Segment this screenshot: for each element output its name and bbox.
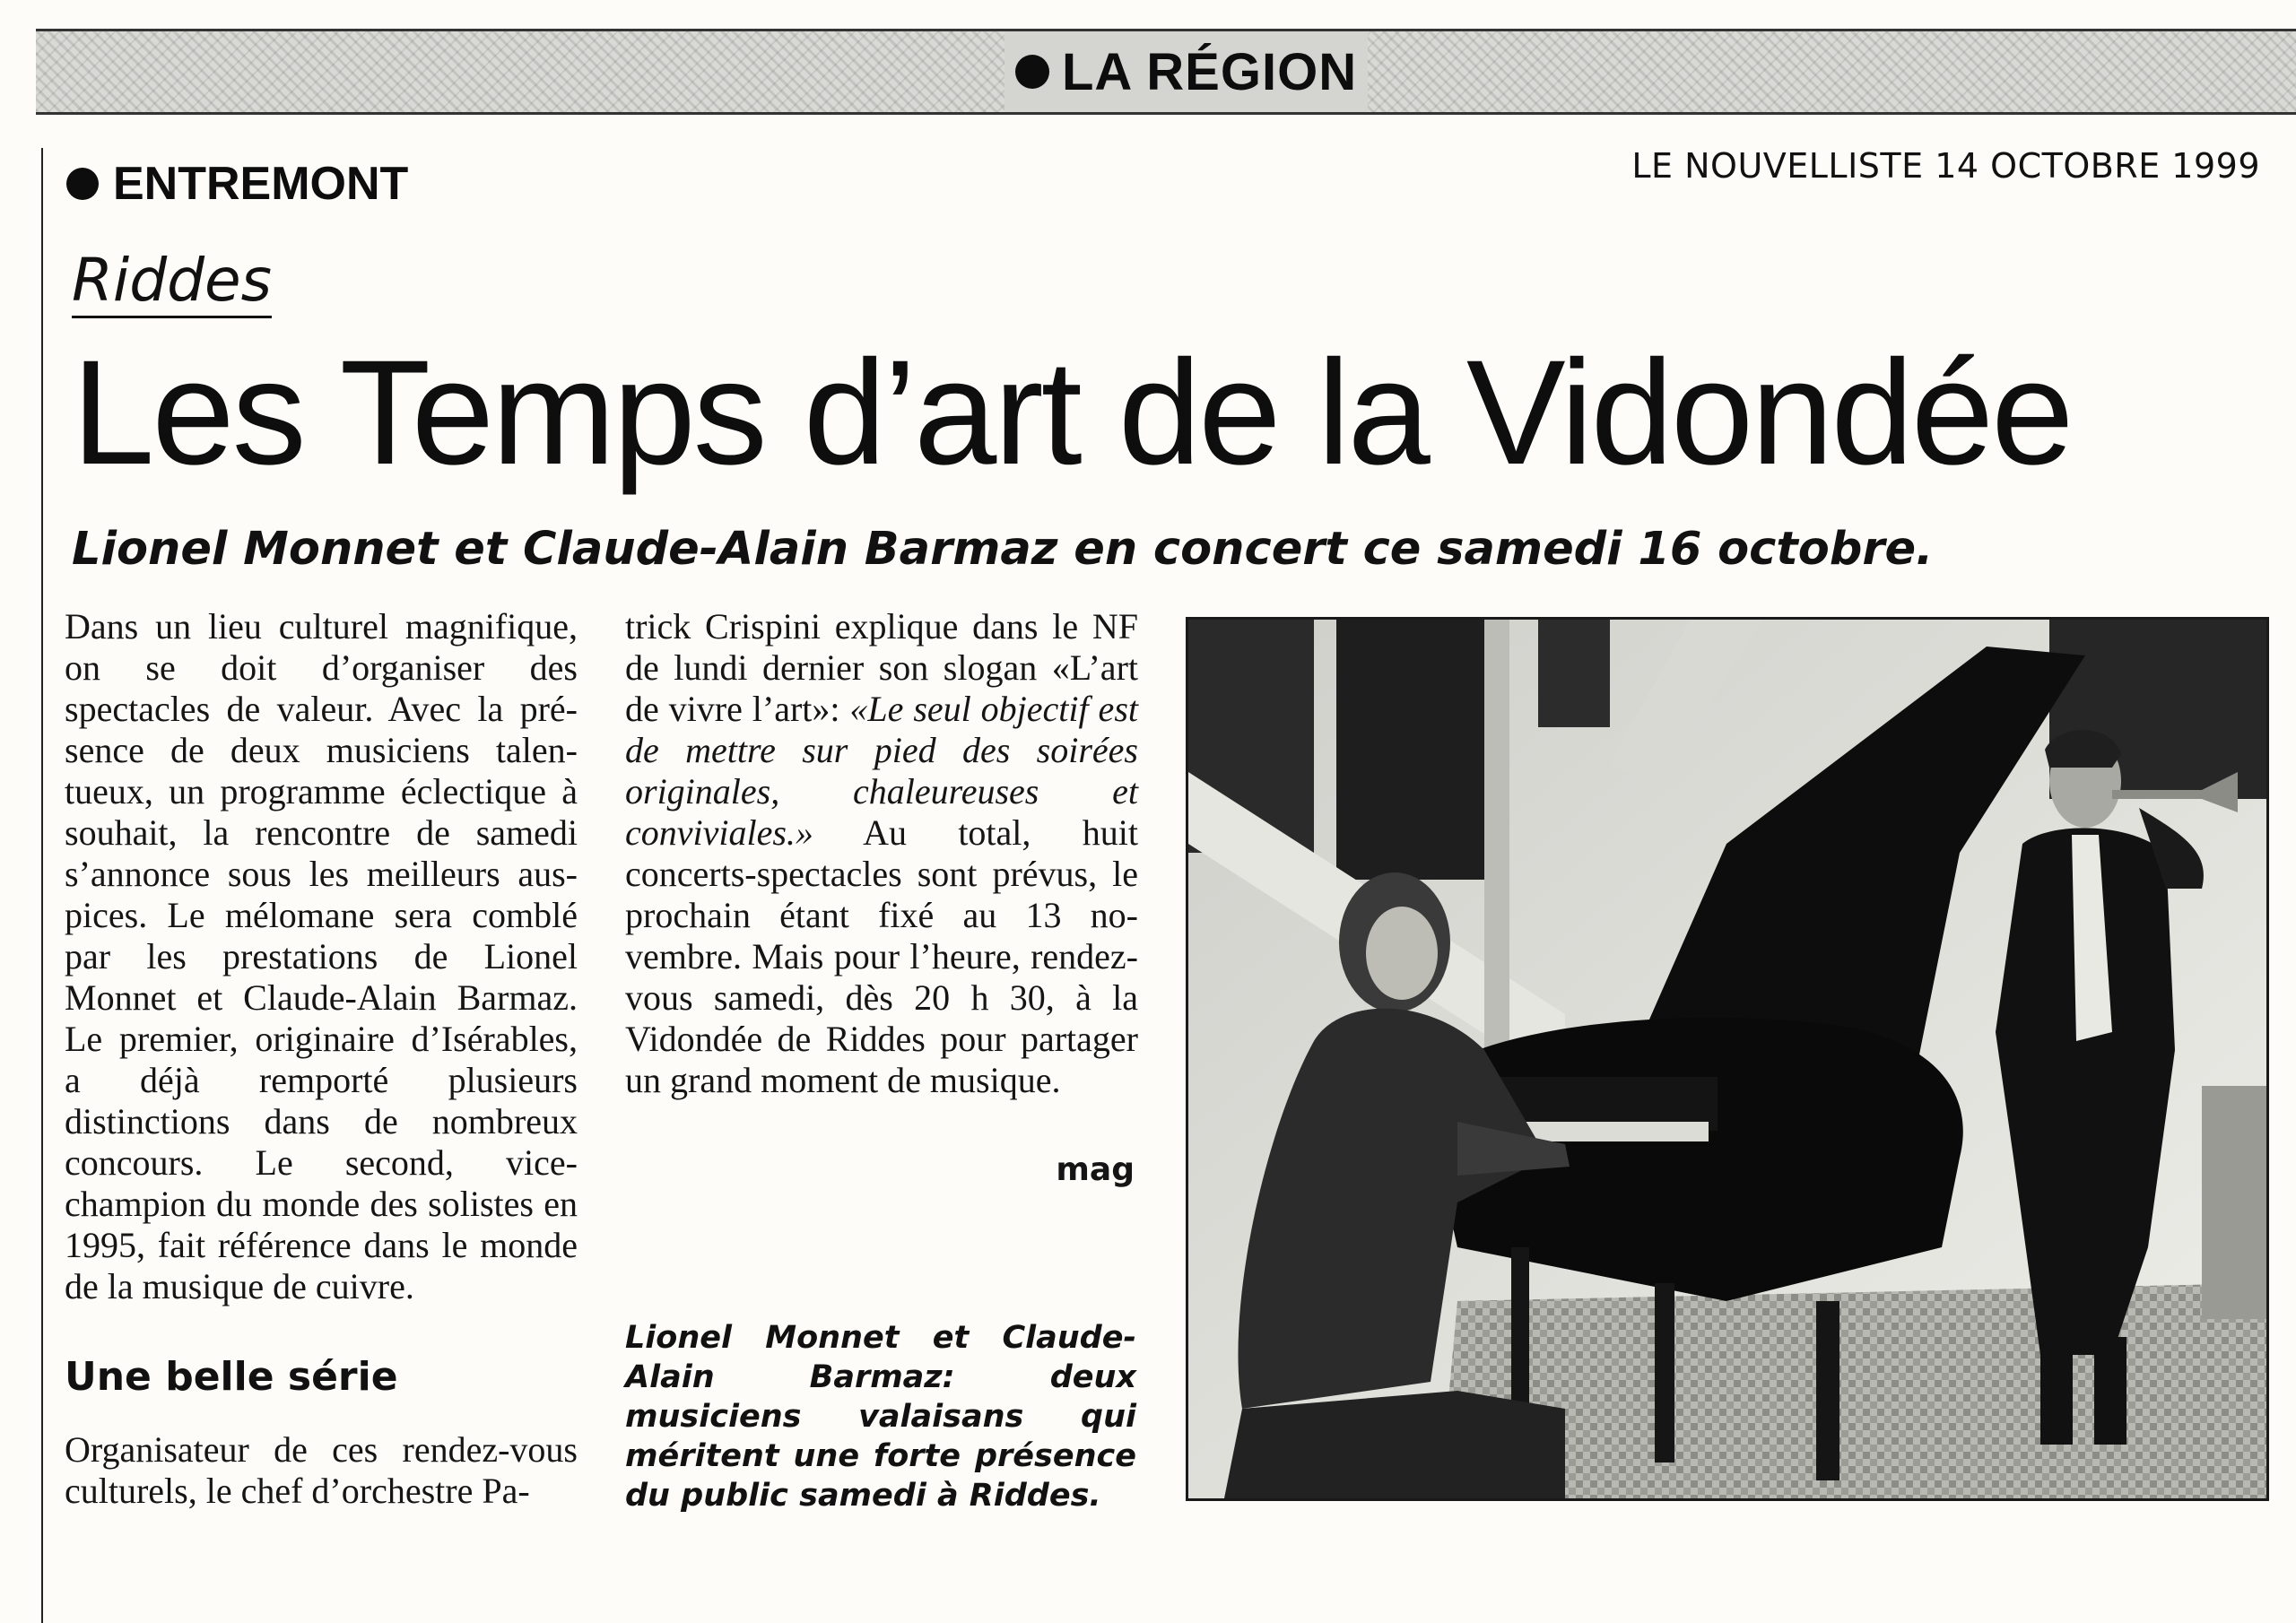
article-column-1	[65, 606, 578, 1307]
bullet-icon	[1015, 55, 1049, 89]
section-band	[36, 29, 2296, 115]
kicker: Riddes	[72, 251, 272, 318]
article-column-1-continued	[65, 1429, 578, 1512]
paragraph	[625, 606, 1138, 1101]
subheading: Une belle série	[65, 1354, 398, 1400]
paragraph: Dans un lieu culturel magnifique, on se doit d’organiser des spectacles de valeur. Avec la présence de deux musiciens talentueux, un programme éclectique à souhait, la rencontre de samedi s’annonce sous les meilleurs auspices. Le mélomane sera comblé par les prestations de Lionel Monnet et Claude-Alain Barmaz. Le premier, originaire d’Isérables, a déjà remporté plusieurs distinctions dans de nombreux concours. Le second, vice-champion du monde des solistes en 1995, fait référence dans le monde de la musique de cuivre.	[65, 606, 578, 1306]
bullet-icon	[66, 168, 99, 200]
column-rule	[41, 148, 43, 1623]
dateline: LE NOUVELLISTE 14 OCTOBRE 1999	[1631, 146, 2260, 186]
paragraph-rest: Au total, huit concerts-spectacles sont prévus, le prochain étant fixé au 13 novembre. Mais pour l’heure, rendez-vous samedi, dès 20 h 30, à la Vidondée de Riddes pour partager un grand moment de musique.	[625, 812, 1138, 1100]
deck: Lionel Monnet et Claude-Alain Barmaz en concert ce samedi 16 octobre.	[72, 523, 1934, 576]
byline: mag	[1056, 1151, 1135, 1188]
band-label-text: LA RÉGION	[1062, 42, 1358, 101]
paragraph: Organisateur de ces rendez-vous culturels, le chef d’orchestre Pa-	[65, 1429, 578, 1511]
quote: «Le seul objectif est de mettre sur pied des soirées originales, chaleureuses et conviviales.»	[625, 689, 1138, 853]
band-label	[1004, 31, 1368, 112]
paragraph-intro: trick Crispini explique dans le NF de lundi dernier son slogan «L’art de vivre l’art»:	[625, 606, 1138, 729]
section-label: ENTREMONT	[113, 158, 409, 210]
headline: Les Temps d’art de la Vidondée	[72, 330, 2072, 496]
photo-caption: Lionel Monnet et Claude-Alain Barmaz: deux musiciens valaisans qui méritent une forte présence du public samedi à Riddes.	[625, 1320, 1136, 1514]
photo-illustration	[1188, 620, 2266, 1498]
section-heading	[66, 157, 408, 211]
concert-photo	[1186, 617, 2269, 1501]
article-column-2	[625, 606, 1138, 1101]
